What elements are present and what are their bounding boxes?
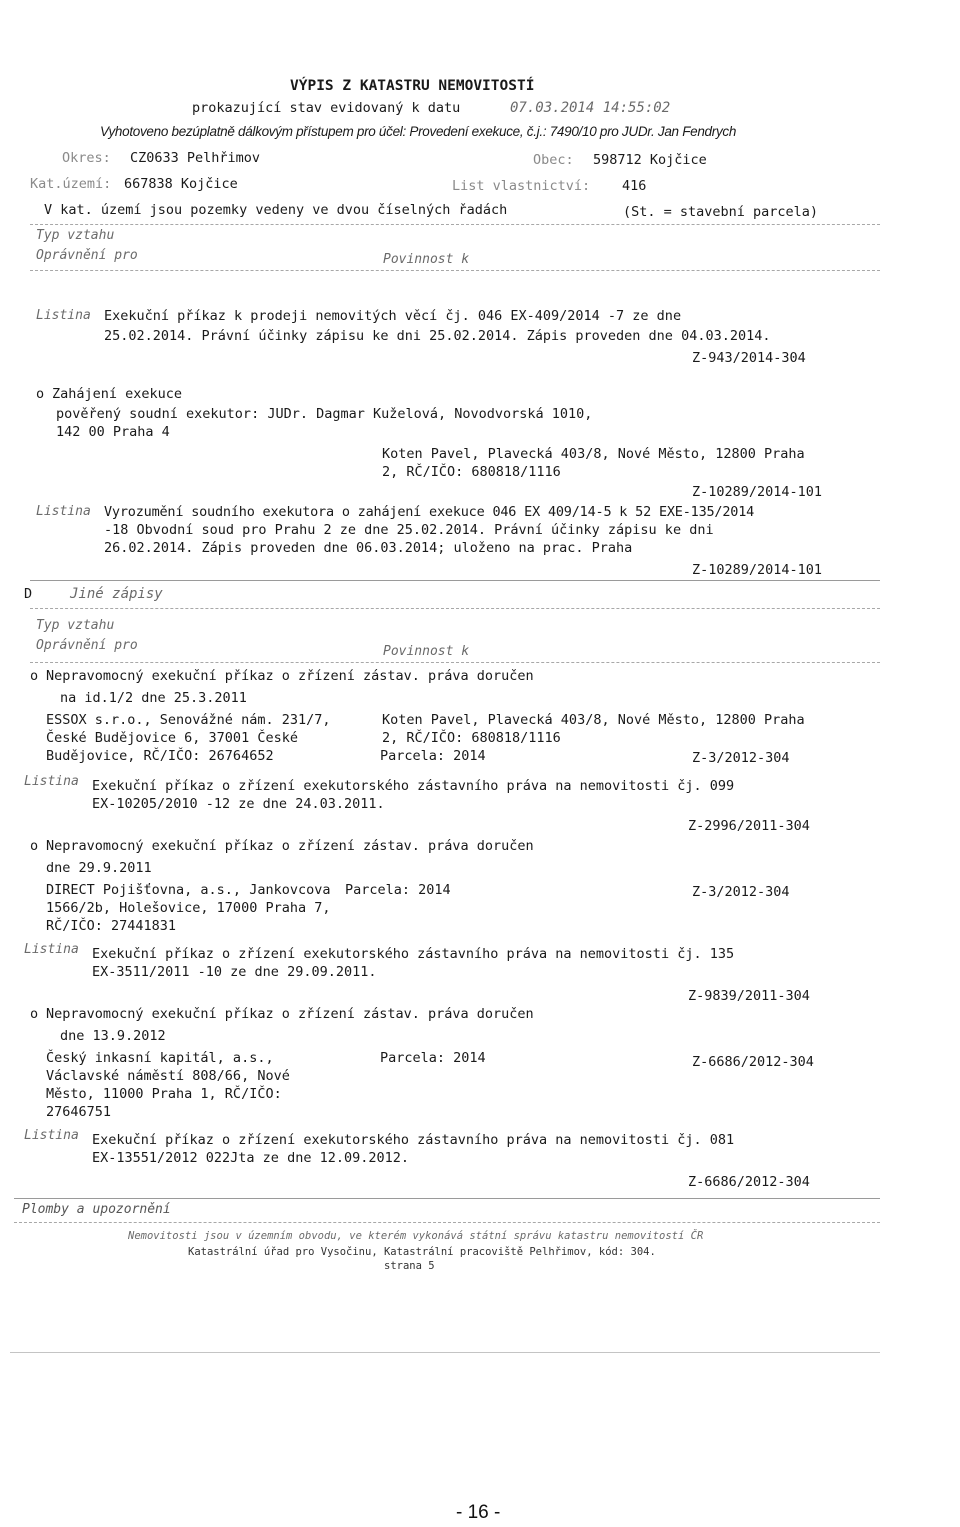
opravneni-pro-label: Oprávnění pro	[36, 638, 138, 653]
entry-parcela: Parcela: 2014	[380, 748, 486, 764]
plomby-title: Plomby a upozornění	[22, 1202, 171, 1217]
divider	[30, 224, 880, 225]
listina-reference: Z-9839/2011-304	[688, 988, 810, 1004]
listina-line: 26.02.2014. Zápis proveden dne 06.03.2014; uloženo na prac. Praha	[104, 540, 633, 556]
entry-party-line: Václavské náměstí 808/66, Nové	[46, 1068, 290, 1084]
bullet: o	[30, 838, 39, 854]
listina-line: 25.02.2014. Právní účinky zápisu ke dni 25.02.2014. Zápis proveden dne 04.03.2014.	[104, 328, 771, 344]
lv-label: List vlastnictví:	[452, 178, 591, 194]
entry-title: Nepravomocný exekuční příkaz o zřízení zástav. práva doručen	[46, 1006, 534, 1022]
listina-line: EX-10205/2010 -12 ze dne 24.03.2011.	[92, 796, 385, 812]
entry-title: Nepravomocný exekuční příkaz o zřízení zástav. práva doručen	[46, 838, 534, 854]
katuzemi-value: 667838 Kojčice	[124, 176, 238, 192]
divider	[30, 580, 880, 581]
listina-label: Listina	[24, 1128, 79, 1143]
typ-vztahu-label: Typ vztahu	[36, 618, 115, 633]
listina-line: Exekuční příkaz o zřízení exekutorského zástavního práva na nemovitosti čj. 135	[92, 946, 735, 962]
entry-party-line: Město, 11000 Praha 1, RČ/IČO:	[46, 1086, 282, 1102]
listina-line: Exekuční příkaz k prodeji nemovitých věcí čj. 046 EX-409/2014 -7 ze dne	[104, 308, 682, 324]
listina-line: Exekuční příkaz o zřízení exekutorského zástavního práva na nemovitosti čj. 099	[92, 778, 735, 794]
document-title: VÝPIS Z KATASTRU NEMOVITOSTÍ	[290, 78, 535, 94]
typ-vztahu-label: Typ vztahu	[36, 228, 115, 243]
listina-label: Listina	[24, 942, 79, 957]
item-reference: Z-10289/2014-101	[692, 484, 823, 500]
entry-party-line: Český inkasní kapitál, a.s.,	[46, 1050, 274, 1066]
listina-line: -18 Obvodní soud pro Prahu 2 ze dne 25.02.2014. Právní účinky zápisu ke dni	[104, 522, 714, 538]
listina-line: Exekuční příkaz o zřízení exekutorského zástavního práva na nemovitosti čj. 081	[92, 1132, 735, 1148]
divider	[10, 1352, 880, 1353]
footer-line: Katastrální úřad pro Vysočinu, Katastrální pracoviště Pelhřimov, kód: 304.	[188, 1246, 656, 1258]
item-title: Zahájení exekuce	[52, 386, 183, 402]
obec-label: Obec:	[533, 152, 574, 168]
bullet: o	[30, 668, 39, 684]
listina-line: EX-3511/2011 -10 ze dne 29.09.2011.	[92, 964, 377, 980]
entry-parcela: Parcela: 2014	[345, 882, 451, 898]
opravneni-pro-label: Oprávnění pro	[36, 248, 138, 263]
entry-obligor-line: 2, RČ/IČO: 680818/1116	[382, 730, 561, 746]
section-title: Jiné zápisy	[70, 586, 163, 602]
listina-reference: Z-2996/2011-304	[688, 818, 810, 834]
divider	[30, 270, 880, 271]
footer-line: Nemovitosti jsou v územním obvodu, ve kterém vykonává státní správu katastru nemovitostí ČR	[128, 1230, 704, 1242]
listina-label: Listina	[36, 308, 91, 323]
footer-page-label: strana 5	[384, 1260, 435, 1272]
divider	[30, 662, 880, 663]
entry-party-line: 1566/2b, Holešovice, 17000 Praha 7,	[46, 900, 331, 916]
entry-party-line: ESSOX s.r.o., Senovážné nám. 231/7,	[46, 712, 331, 728]
vkat-text: V kat. území jsou pozemky vedeny ve dvou číselných řadách	[44, 202, 508, 218]
listina-label: Listina	[24, 774, 79, 789]
page-number: - 16 -	[456, 1502, 501, 1523]
povinnost-k-label: Povinnost k	[383, 252, 470, 267]
okres-value: CZ0633 Pelhřimov	[130, 150, 261, 166]
entry-line: na id.1/2 dne 25.3.2011	[60, 690, 247, 706]
listina-label: Listina	[36, 504, 91, 519]
section-letter: D	[24, 586, 33, 602]
listina-line: Vyrozumění soudního exekutora o zahájení exekuce 046 EX 409/14-5 k 52 EXE-135/2014	[104, 504, 755, 520]
divider	[30, 608, 880, 609]
entry-parcela: Parcela: 2014	[380, 1050, 486, 1066]
divider	[14, 1222, 880, 1223]
entry-reference: Z-6686/2012-304	[692, 1054, 814, 1070]
item-line: pověřený soudní exekutor: JUDr. Dagmar Kuželová, Novodvorská 1010,	[56, 406, 593, 422]
obec-value: 598712 Kojčice	[593, 152, 707, 168]
listina-reference: Z-10289/2014-101	[692, 562, 823, 578]
access-note: Vyhotoveno bezúplatně dálkovým přístupem pro účel: Provedení exekuce, č.j.: 7490/10 pro JUDr. Jan Fendrych	[100, 124, 737, 139]
entry-party-line: 27646751	[46, 1104, 112, 1120]
entry-line: dne 13.9.2012	[60, 1028, 166, 1044]
entry-party-line: DIRECT Pojišťovna, a.s., Jankovcova	[46, 882, 331, 898]
entry-reference: Z-3/2012-304	[692, 750, 790, 766]
entry-party-line: RČ/IČO: 27441831	[46, 918, 177, 934]
divider	[14, 1198, 880, 1199]
entry-party-line: Budějovice, RČ/IČO: 26764652	[46, 748, 274, 764]
entry-obligor-line: Koten Pavel, Plavecká 403/8, Nové Město, 12800 Praha	[382, 712, 805, 728]
entry-reference: Z-3/2012-304	[692, 884, 790, 900]
listina-reference: Z-943/2014-304	[692, 350, 806, 366]
st-text: (St. = stavební parcela)	[623, 204, 819, 220]
evidence-date: 07.03.2014 14:55:02	[510, 100, 671, 116]
povinnost-k-label: Povinnost k	[383, 644, 470, 659]
katuzemi-label: Kat.území:	[30, 176, 112, 192]
listina-line: EX-13551/2012 022Jta ze dne 12.09.2012.	[92, 1150, 409, 1166]
entry-title: Nepravomocný exekuční příkaz o zřízení zástav. práva doručen	[46, 668, 534, 684]
entry-line: dne 29.9.2011	[46, 860, 152, 876]
evidence-label: prokazující stav evidovaný k datu	[192, 100, 461, 116]
entry-party-line: České Budějovice 6, 37001 České	[46, 730, 298, 746]
item-line: 142 00 Praha 4	[56, 424, 170, 440]
okres-label: Okres:	[62, 150, 111, 166]
listina-reference: Z-6686/2012-304	[688, 1174, 810, 1190]
bullet: o	[36, 386, 45, 402]
owner-line: Koten Pavel, Plavecká 403/8, Nové Město, 12800 Praha	[382, 446, 805, 462]
lv-value: 416	[622, 178, 647, 194]
bullet: o	[30, 1006, 39, 1022]
owner-line: 2, RČ/IČO: 680818/1116	[382, 464, 561, 480]
